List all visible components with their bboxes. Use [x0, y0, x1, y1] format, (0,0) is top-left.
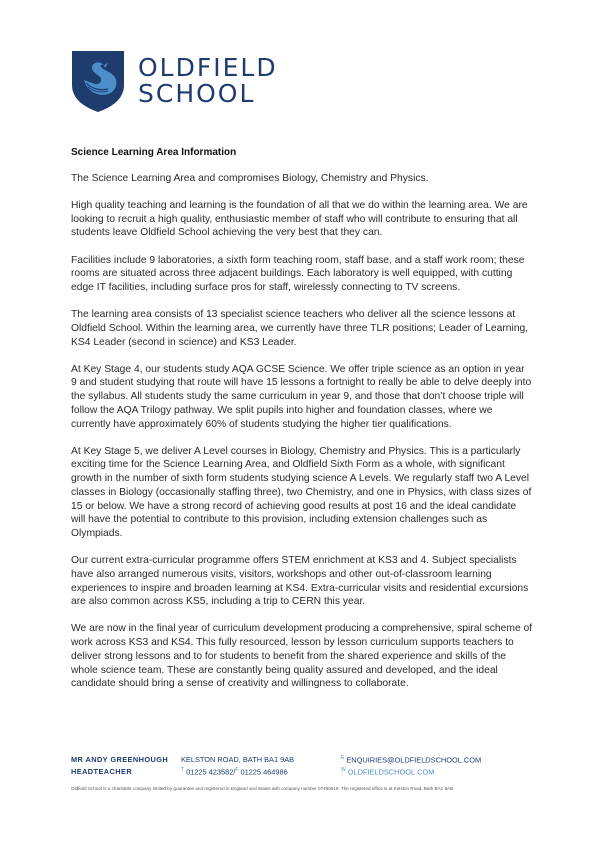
school-name-line1: OLDFIELD [138, 53, 278, 82]
paragraph-key-stage-5: At Key Stage 5, we deliver A Level courses in Biology, Chemistry and Physics. This is a particularly exciting time for the Science Learning Area, and Oldfield Sixth Form as a whole, with significant growth in the number of sixth form students studying science A Levels. We regularly staff two A Level classes in Biology (occasionally staffing three), two Chemistry, and one in Physics, with class sizes of 15 or below. We have a strong record of achieving good results at post 16 and the ideal candidate will have the potential to contribute to this provision, including extension challenges such as Olympiads. [71, 445, 532, 539]
email-contact[interactable] [341, 755, 481, 764]
website-link[interactable]: OLDFIELDSCHOOL.COM [347, 767, 435, 777]
headteacher-title: HEADTEACHER [71, 767, 133, 776]
swan-shield-icon [70, 49, 126, 113]
fax-number: 01225 464986 [240, 767, 288, 777]
email-address[interactable]: ENQUIRIES@OLDFIELDSCHOOL.COM [346, 755, 482, 765]
paragraph-facilities: Facilities include 9 laboratories, a sixth form teaching room, staff base, and a staff work room; these rooms are situated across three adjacent buildings. Each laboratory is well equipped, with cutting edge IT facilities, including surface pros for staff, wirelessly connecting to TV screens. [71, 254, 525, 293]
school-address: KELSTON ROAD, BATH BA1 9AB [181, 755, 295, 764]
school-name-line2: SCHOOL [138, 79, 256, 108]
paragraph-intro: The Science Learning Area and compromises Biology, Chemistry and Physics. [71, 172, 429, 184]
paragraph-key-stage-4: At Key Stage 4, our students study AQA GCSE Science. We offer triple science as an option in year 9 and student studying that route will have 15 lessons a fortnight to really be able to delve deeply into the syllabus. All students study the same curriculum in year 9, and those that don’t choose triple will follow the AQA Trilogy pathway. We split pupils into higher and foundation classes, where we currently have approximately 60% of students studying the higher tier qualifications. [71, 363, 532, 430]
web-mark: W [341, 767, 346, 773]
school-header [70, 48, 278, 114]
website-contact[interactable] [341, 767, 434, 776]
paragraph-extra-curricular: Our current extra-curricular programme offers STEM enrichment at KS3 and 4. Subject specialists have also arranged numerous visits, visitors, workshops and other out-of-classroom learning experiences to inspire and broaden learning at KS4. Extra-curricular visits and residential excursions are also common across KS5, including a trip to CERN this year. [71, 555, 529, 608]
email-mark: E [341, 755, 345, 761]
phone-number: 01225 423582 [186, 767, 234, 777]
paragraph-staffing: The learning area consists of 13 specialist science teachers who deliver all the science lessons at Oldfield School. Within the learning area, we currently have three TLR positions; Leader of Learning, KS4 Leader (second in science) and KS3 Leader. [71, 309, 529, 348]
paragraph-teaching: High quality teaching and learning is the foundation of all that we do within the learning area. We are looking to recruit a high quality, enthusiastic member of staff who will contribute to ensuring that all students leave Oldfield School achieving the very best that they can. [71, 199, 528, 239]
headteacher-name: MR ANDY GREENHOUGH [71, 755, 169, 764]
phone-mark: T [181, 767, 185, 773]
phone-fax: $^T$ 01225 423582/$^F$ 01225 464986 [181, 767, 288, 777]
school-name-logo [138, 55, 278, 107]
document-body [71, 146, 533, 705]
legal-notice: Oldfield School is a charitable company limited by guarantee and registered in England and Wales with company number 07496519. The registered office is at Kelston Road, Bath BA1 9AB [71, 786, 454, 791]
fax-mark: F [235, 767, 239, 773]
paragraph-curriculum: We are now in the final year of curriculum development producing a comprehensive, spiral scheme of work across KS3 and KS4. This fully resourced, lesson by lesson curriculum supports teachers to deliver strong lessons and to for students to benefit from the shared experience and skills of the whole science team. These are constantly being quality assured and developed, and the ideal candidate should bring a sense of creativity and willingness to collaborate. [71, 623, 533, 690]
document-heading: Science Learning Area Information [71, 147, 237, 158]
letterhead-footer [71, 755, 533, 791]
